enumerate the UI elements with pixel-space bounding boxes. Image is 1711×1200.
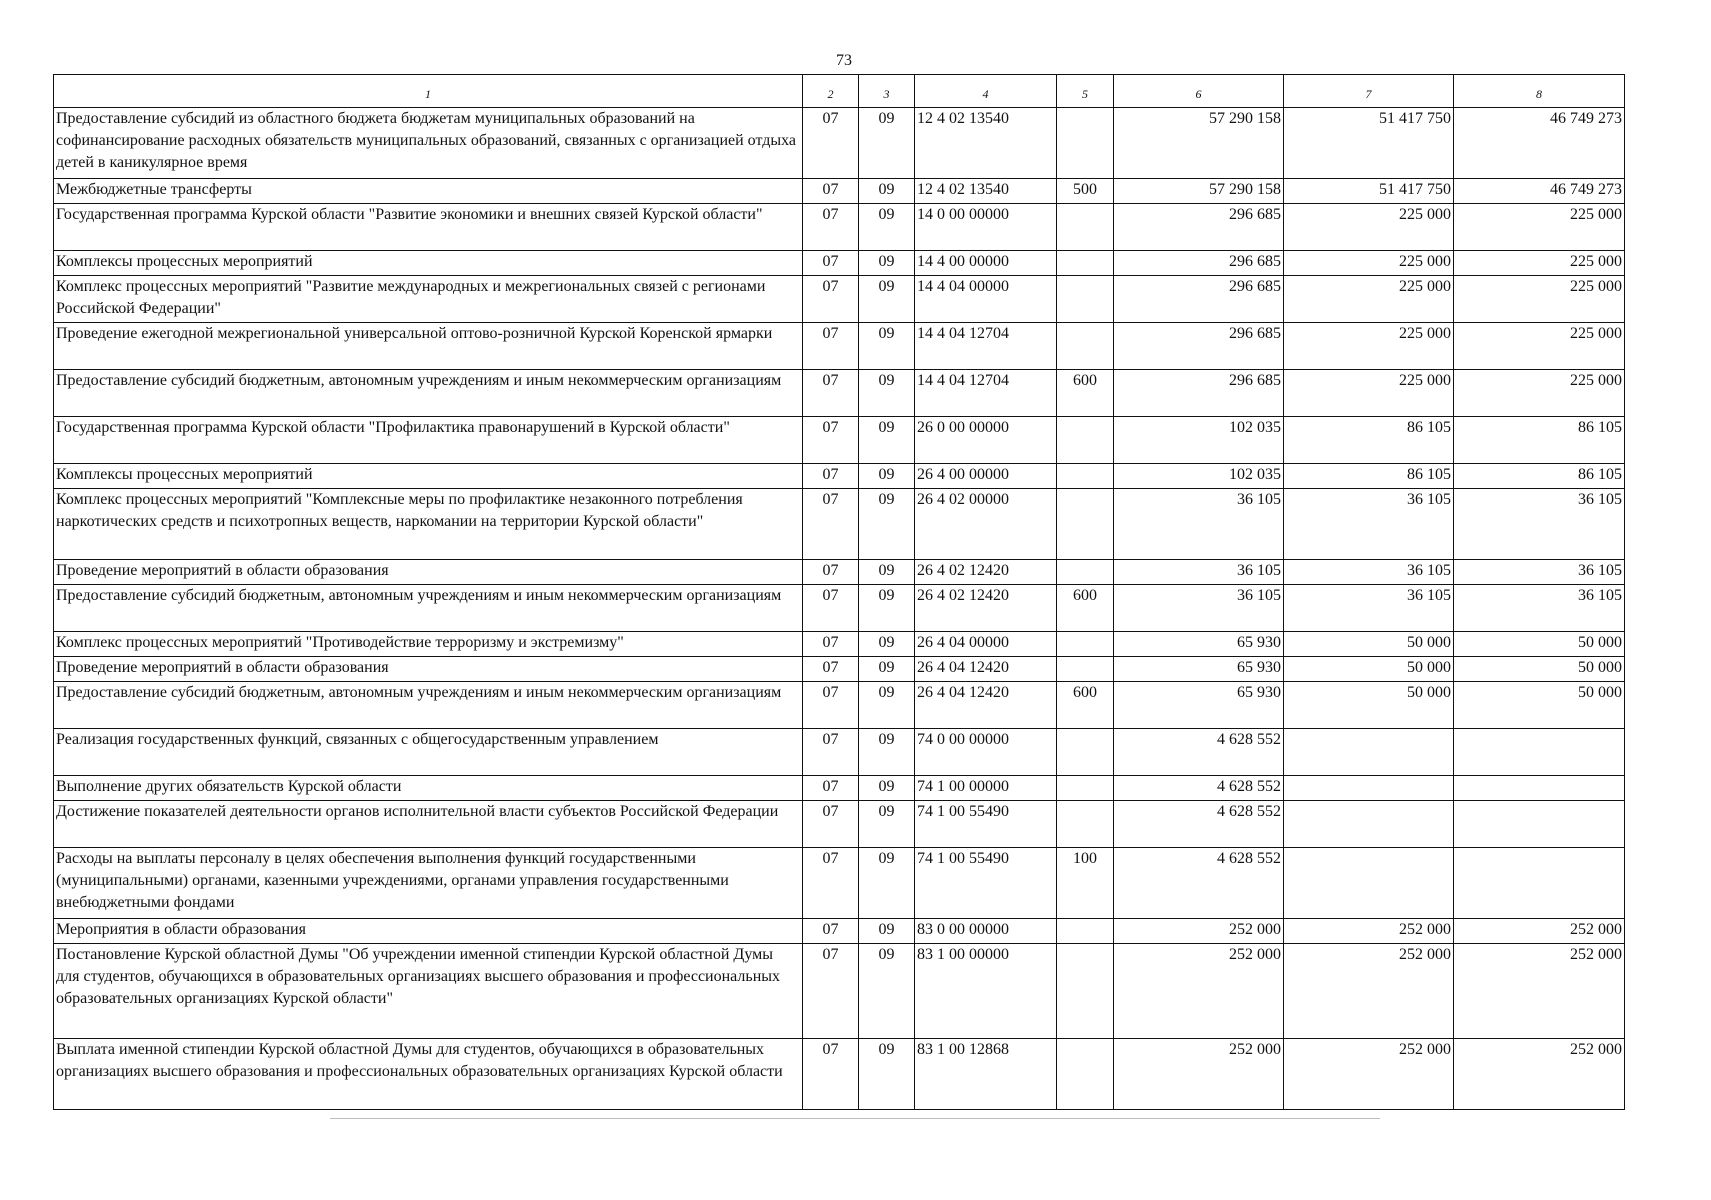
amount-year1-cell: 57 290 158	[1114, 179, 1284, 204]
amount-year2-cell: 252 000	[1284, 944, 1454, 1039]
table-row	[54, 204, 1625, 251]
table-row	[54, 632, 1625, 657]
expense-type-code-cell: 600	[1057, 682, 1114, 729]
expense-type-code-cell: 600	[1057, 585, 1114, 632]
section-code-cell: 07	[803, 944, 859, 1039]
section-code-cell: 07	[803, 1039, 859, 1110]
amount-year1-cell: 36 105	[1114, 585, 1284, 632]
amount-year3-cell: 252 000	[1454, 1039, 1625, 1110]
expense-type-code-cell	[1057, 776, 1114, 801]
amount-year3-cell	[1454, 729, 1625, 776]
row-name-cell: Комплекс процессных мероприятий "Развитие международных и межрегиональных связей с регионами Российской Федерации"	[54, 276, 803, 323]
amount-year2-cell	[1284, 776, 1454, 801]
section-code-cell: 07	[803, 919, 859, 944]
expense-type-code-cell	[1057, 944, 1114, 1039]
row-name-cell: Комплекс процессных мероприятий "Комплексные меры по профилактике незаконного потребления наркотических средств и психотропных веществ, наркомании на территории Курской области"	[54, 489, 803, 560]
subsection-code-cell: 09	[859, 682, 915, 729]
amount-year3-cell: 36 105	[1454, 489, 1625, 560]
amount-year1-cell: 296 685	[1114, 251, 1284, 276]
amount-year3-cell: 46 749 273	[1454, 108, 1625, 179]
expense-type-code-cell	[1057, 801, 1114, 848]
target-article-code-cell: 14 4 00 00000	[915, 251, 1057, 276]
target-article-code-cell: 14 4 04 00000	[915, 276, 1057, 323]
subsection-code-cell: 09	[859, 108, 915, 179]
budget-table	[53, 74, 1625, 1110]
amount-year3-cell: 225 000	[1454, 323, 1625, 370]
section-code-cell: 07	[803, 632, 859, 657]
amount-year1-cell: 36 105	[1114, 560, 1284, 585]
target-article-code-cell: 74 1 00 55490	[915, 801, 1057, 848]
target-article-code-cell: 14 0 00 00000	[915, 204, 1057, 251]
amount-year3-cell: 252 000	[1454, 919, 1625, 944]
subsection-code-cell: 09	[859, 179, 915, 204]
subsection-code-cell: 09	[859, 560, 915, 585]
expense-type-code-cell	[1057, 489, 1114, 560]
amount-year1-cell: 252 000	[1114, 944, 1284, 1039]
row-name-cell: Достижение показателей деятельности органов исполнительной власти субъектов Российской Федерации	[54, 801, 803, 848]
expense-type-code-cell: 600	[1057, 370, 1114, 417]
section-code-cell: 07	[803, 108, 859, 179]
section-code-cell: 07	[803, 204, 859, 251]
table-row	[54, 776, 1625, 801]
amount-year2-cell	[1284, 848, 1454, 919]
subsection-code-cell: 09	[859, 204, 915, 251]
table-row	[54, 108, 1625, 179]
section-code-cell: 07	[803, 276, 859, 323]
amount-year1-cell: 4 628 552	[1114, 848, 1284, 919]
amount-year3-cell: 50 000	[1454, 632, 1625, 657]
target-article-code-cell: 74 1 00 55490	[915, 848, 1057, 919]
table-row	[54, 801, 1625, 848]
amount-year1-cell: 57 290 158	[1114, 108, 1284, 179]
table-row	[54, 179, 1625, 204]
target-article-code-cell: 26 4 04 00000	[915, 632, 1057, 657]
column-number: 6	[1114, 75, 1284, 108]
table-row	[54, 729, 1625, 776]
expense-type-code-cell	[1057, 919, 1114, 944]
subsection-code-cell: 09	[859, 323, 915, 370]
subsection-code-cell: 09	[859, 632, 915, 657]
table-row	[54, 944, 1625, 1039]
section-code-cell: 07	[803, 464, 859, 489]
amount-year1-cell: 102 035	[1114, 417, 1284, 464]
column-number-row	[54, 75, 1625, 108]
section-code-cell: 07	[803, 801, 859, 848]
amount-year3-cell: 86 105	[1454, 417, 1625, 464]
column-number: 8	[1454, 75, 1625, 108]
row-name-cell: Комплексы процессных мероприятий	[54, 251, 803, 276]
amount-year2-cell: 50 000	[1284, 632, 1454, 657]
row-name-cell: Предоставление субсидий бюджетным, автономным учреждениям и иным некоммерческим организациям	[54, 585, 803, 632]
target-article-code-cell: 83 0 00 00000	[915, 919, 1057, 944]
section-code-cell: 07	[803, 776, 859, 801]
section-code-cell: 07	[803, 682, 859, 729]
section-code-cell: 07	[803, 251, 859, 276]
row-name-cell: Государственная программа Курской области "Развитие экономики и внешних связей Курской области"	[54, 204, 803, 251]
amount-year1-cell: 102 035	[1114, 464, 1284, 489]
amount-year1-cell: 65 930	[1114, 632, 1284, 657]
amount-year2-cell: 252 000	[1284, 1039, 1454, 1110]
amount-year3-cell: 50 000	[1454, 657, 1625, 682]
amount-year3-cell: 86 105	[1454, 464, 1625, 489]
column-number: 3	[859, 75, 915, 108]
table-row	[54, 682, 1625, 729]
row-name-cell: Выплата именной стипендии Курской областной Думы для студентов, обучающихся в образовательных организациях высшего образования и профессиональных образовательных организациях Курской области	[54, 1039, 803, 1110]
section-code-cell: 07	[803, 179, 859, 204]
amount-year2-cell: 51 417 750	[1284, 108, 1454, 179]
amount-year1-cell: 296 685	[1114, 276, 1284, 323]
expense-type-code-cell	[1057, 1039, 1114, 1110]
row-name-cell: Расходы на выплаты персоналу в целях обеспечения выполнения функций государственными (муниципальными) органами, казенными учреждениями, органами управления государственными внебюджетными фондами	[54, 848, 803, 919]
amount-year2-cell: 36 105	[1284, 560, 1454, 585]
section-code-cell: 07	[803, 417, 859, 464]
subsection-code-cell: 09	[859, 251, 915, 276]
amount-year3-cell	[1454, 776, 1625, 801]
amount-year1-cell: 296 685	[1114, 370, 1284, 417]
row-name-cell: Государственная программа Курской области "Профилактика правонарушений в Курской области"	[54, 417, 803, 464]
subsection-code-cell: 09	[859, 657, 915, 682]
amount-year3-cell	[1454, 801, 1625, 848]
amount-year3-cell: 46 749 273	[1454, 179, 1625, 204]
target-article-code-cell: 26 4 02 12420	[915, 585, 1057, 632]
section-code-cell: 07	[803, 560, 859, 585]
subsection-code-cell: 09	[859, 417, 915, 464]
expense-type-code-cell	[1057, 417, 1114, 464]
expense-type-code-cell	[1057, 729, 1114, 776]
amount-year1-cell: 4 628 552	[1114, 776, 1284, 801]
expense-type-code-cell	[1057, 204, 1114, 251]
row-name-cell: Предоставление субсидий из областного бюджета бюджетам муниципальных образований на софинансирование расходных обязательств муниципальных образований, связанных с организацией отдыха детей в каникулярное время	[54, 108, 803, 179]
amount-year2-cell	[1284, 729, 1454, 776]
expense-type-code-cell	[1057, 251, 1114, 276]
target-article-code-cell: 12 4 02 13540	[915, 179, 1057, 204]
row-name-cell: Предоставление субсидий бюджетным, автономным учреждениям и иным некоммерческим организациям	[54, 370, 803, 417]
row-name-cell: Проведение мероприятий в области образования	[54, 560, 803, 585]
amount-year2-cell: 50 000	[1284, 682, 1454, 729]
amount-year2-cell: 225 000	[1284, 370, 1454, 417]
amount-year2-cell: 225 000	[1284, 276, 1454, 323]
subsection-code-cell: 09	[859, 585, 915, 632]
row-name-cell: Проведение мероприятий в области образования	[54, 657, 803, 682]
row-name-cell: Предоставление субсидий бюджетным, автономным учреждениям и иным некоммерческим организациям	[54, 682, 803, 729]
table-row	[54, 1039, 1625, 1110]
table-row	[54, 464, 1625, 489]
expense-type-code-cell	[1057, 323, 1114, 370]
table-row	[54, 251, 1625, 276]
amount-year2-cell: 36 105	[1284, 585, 1454, 632]
table-row	[54, 489, 1625, 560]
target-article-code-cell: 26 4 02 00000	[915, 489, 1057, 560]
column-number: 2	[803, 75, 859, 108]
row-name-cell: Комплекс процессных мероприятий "Противодействие терроризму и экстремизму"	[54, 632, 803, 657]
table-row	[54, 417, 1625, 464]
target-article-code-cell: 12 4 02 13540	[915, 108, 1057, 179]
amount-year3-cell: 225 000	[1454, 251, 1625, 276]
table-row	[54, 585, 1625, 632]
expense-type-code-cell: 500	[1057, 179, 1114, 204]
subsection-code-cell: 09	[859, 919, 915, 944]
amount-year1-cell: 296 685	[1114, 323, 1284, 370]
amount-year1-cell: 36 105	[1114, 489, 1284, 560]
amount-year1-cell: 296 685	[1114, 204, 1284, 251]
amount-year3-cell: 225 000	[1454, 370, 1625, 417]
amount-year1-cell: 4 628 552	[1114, 801, 1284, 848]
section-code-cell: 07	[803, 370, 859, 417]
section-code-cell: 07	[803, 657, 859, 682]
target-article-code-cell: 26 4 02 12420	[915, 560, 1057, 585]
subsection-code-cell: 09	[859, 464, 915, 489]
expense-type-code-cell	[1057, 657, 1114, 682]
table-row	[54, 848, 1625, 919]
subsection-code-cell: 09	[859, 1039, 915, 1110]
amount-year2-cell: 86 105	[1284, 417, 1454, 464]
amount-year1-cell: 4 628 552	[1114, 729, 1284, 776]
row-name-cell: Реализация государственных функций, связанных с общегосударственным управлением	[54, 729, 803, 776]
subsection-code-cell: 09	[859, 944, 915, 1039]
subsection-code-cell: 09	[859, 370, 915, 417]
row-name-cell: Выполнение других обязательств Курской области	[54, 776, 803, 801]
row-name-cell: Межбюджетные трансферты	[54, 179, 803, 204]
amount-year3-cell: 252 000	[1454, 944, 1625, 1039]
subsection-code-cell: 09	[859, 776, 915, 801]
amount-year3-cell: 36 105	[1454, 560, 1625, 585]
table-row	[54, 370, 1625, 417]
column-number: 5	[1057, 75, 1114, 108]
subsection-code-cell: 09	[859, 489, 915, 560]
target-article-code-cell: 26 4 00 00000	[915, 464, 1057, 489]
row-name-cell: Мероприятия в области образования	[54, 919, 803, 944]
target-article-code-cell: 26 4 04 12420	[915, 682, 1057, 729]
amount-year1-cell: 65 930	[1114, 682, 1284, 729]
expense-type-code-cell	[1057, 632, 1114, 657]
scan-artifact-line	[330, 1118, 1380, 1119]
amount-year2-cell: 225 000	[1284, 251, 1454, 276]
table-row	[54, 657, 1625, 682]
target-article-code-cell: 83 1 00 00000	[915, 944, 1057, 1039]
amount-year3-cell: 50 000	[1454, 682, 1625, 729]
amount-year2-cell: 225 000	[1284, 204, 1454, 251]
amount-year2-cell: 51 417 750	[1284, 179, 1454, 204]
table-body	[54, 108, 1625, 1110]
column-number: 7	[1284, 75, 1454, 108]
expense-type-code-cell	[1057, 560, 1114, 585]
amount-year1-cell: 65 930	[1114, 657, 1284, 682]
section-code-cell: 07	[803, 489, 859, 560]
subsection-code-cell: 09	[859, 801, 915, 848]
subsection-code-cell: 09	[859, 729, 915, 776]
target-article-code-cell: 74 0 00 00000	[915, 729, 1057, 776]
table-row	[54, 323, 1625, 370]
subsection-code-cell: 09	[859, 276, 915, 323]
expense-type-code-cell	[1057, 108, 1114, 179]
section-code-cell: 07	[803, 729, 859, 776]
subsection-code-cell: 09	[859, 848, 915, 919]
amount-year2-cell: 36 105	[1284, 489, 1454, 560]
expense-type-code-cell	[1057, 276, 1114, 323]
amount-year3-cell: 225 000	[1454, 204, 1625, 251]
amount-year3-cell: 225 000	[1454, 276, 1625, 323]
target-article-code-cell: 26 4 04 12420	[915, 657, 1057, 682]
page-number: 73	[836, 52, 852, 69]
amount-year2-cell: 225 000	[1284, 323, 1454, 370]
target-article-code-cell: 83 1 00 12868	[915, 1039, 1057, 1110]
section-code-cell: 07	[803, 585, 859, 632]
amount-year2-cell: 252 000	[1284, 919, 1454, 944]
column-number: 1	[54, 75, 803, 108]
expense-type-code-cell: 100	[1057, 848, 1114, 919]
amount-year3-cell	[1454, 848, 1625, 919]
section-code-cell: 07	[803, 323, 859, 370]
target-article-code-cell: 14 4 04 12704	[915, 323, 1057, 370]
target-article-code-cell: 74 1 00 00000	[915, 776, 1057, 801]
amount-year2-cell: 86 105	[1284, 464, 1454, 489]
section-code-cell: 07	[803, 848, 859, 919]
amount-year1-cell: 252 000	[1114, 1039, 1284, 1110]
amount-year3-cell: 36 105	[1454, 585, 1625, 632]
table-row	[54, 276, 1625, 323]
expense-type-code-cell	[1057, 464, 1114, 489]
table-row	[54, 560, 1625, 585]
amount-year2-cell: 50 000	[1284, 657, 1454, 682]
row-name-cell: Комплексы процессных мероприятий	[54, 464, 803, 489]
column-number: 4	[915, 75, 1057, 108]
target-article-code-cell: 26 0 00 00000	[915, 417, 1057, 464]
table-row	[54, 919, 1625, 944]
amount-year2-cell	[1284, 801, 1454, 848]
amount-year1-cell: 252 000	[1114, 919, 1284, 944]
row-name-cell: Постановление Курской областной Думы "Об учреждении именной стипендии Курской областной Думы для студентов, обучающихся в образовательных организациях высшего образования и профессиональных образовательных организациях Курской области"	[54, 944, 803, 1039]
target-article-code-cell: 14 4 04 12704	[915, 370, 1057, 417]
row-name-cell: Проведение ежегодной межрегиональной универсальной оптово-розничной Курской Коренской ярмарки	[54, 323, 803, 370]
